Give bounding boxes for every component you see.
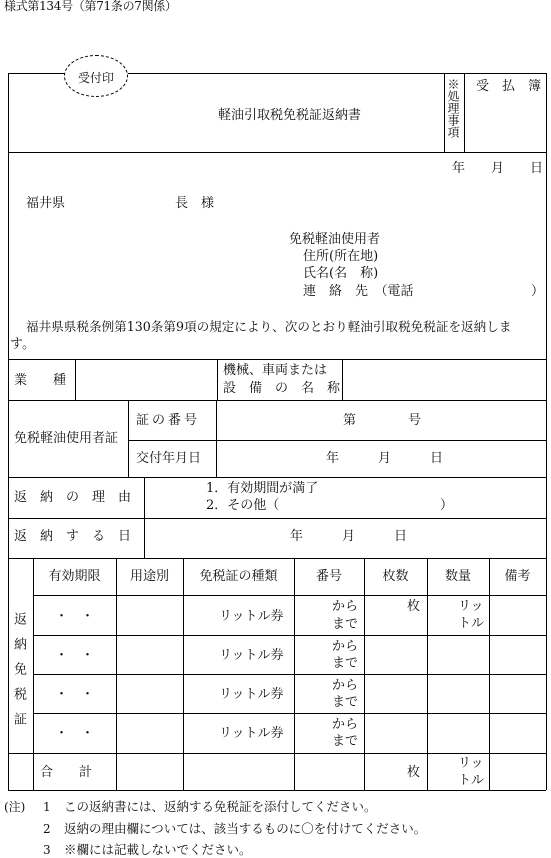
note-number: 1 xyxy=(43,800,51,814)
total-liter-unit-1: リッ xyxy=(458,756,484,771)
date-line: 年 月 日 xyxy=(452,161,544,176)
number-from: から xyxy=(332,639,359,654)
issue-date-label: 交付年月日 xyxy=(136,451,202,466)
column-header: 枚数 xyxy=(382,569,409,584)
number-to: まで xyxy=(332,695,359,710)
expiry-date-dots: ・ ・ xyxy=(54,648,94,663)
certificate-type: リットル券 xyxy=(219,726,284,741)
user-contact-label: 連 絡 先 （電話 xyxy=(303,284,414,299)
column-header: 有効期限 xyxy=(48,569,101,584)
notes-prefix: (注) xyxy=(4,800,26,814)
return-date-label: 返 納 す る 日 xyxy=(14,529,132,544)
return-reason-label: 返 納 の 理 由 xyxy=(14,490,132,505)
certificate-type: リットル券 xyxy=(219,687,284,702)
number-from: から xyxy=(332,599,359,614)
column-header: 用途別 xyxy=(129,569,169,584)
cert-number-value: 第 号 xyxy=(343,413,422,428)
certificate-type: リットル券 xyxy=(219,609,284,624)
liter-unit-1: リッ xyxy=(458,599,484,614)
issue-date-value: 年 月 日 xyxy=(326,451,444,466)
total-liter-unit-2: トル xyxy=(458,773,485,788)
liter-unit-2: トル xyxy=(458,616,485,631)
user-contact-close: ） xyxy=(531,284,545,299)
stamp-label: 受付印 xyxy=(77,71,114,85)
expiry-date-dots: ・ ・ xyxy=(54,726,94,741)
column-header: 免税証の種類 xyxy=(199,569,278,584)
addressee-prefecture: 福井県 xyxy=(26,196,66,211)
processing-label: ※処理事項 xyxy=(446,78,460,138)
returned-certificates-vertical-label: 返納免税証 xyxy=(11,612,26,737)
sheets-unit: 枚 xyxy=(407,599,421,614)
addressee-chief: 長 様 xyxy=(175,196,215,211)
expiry-date-dots: ・ ・ xyxy=(54,609,94,624)
certificate-type: リットル券 xyxy=(219,648,284,663)
reason-option-2-close: ） xyxy=(440,498,454,513)
reason-option-1: 1．有効期間が満了 xyxy=(206,481,319,496)
number-to: まで xyxy=(332,617,359,632)
cert-number-label: 証の番号 xyxy=(136,413,201,428)
statement-line-1: 福井県県税条例第130条第9項の規定により、次のとおり軽油引取税免税証を返納しま xyxy=(26,319,512,334)
column-header: 数量 xyxy=(444,569,471,584)
reason-option-2: 2．その他（ xyxy=(206,498,280,513)
note-text: 返納の理由欄については、該当するものに〇を付けてください。 xyxy=(64,821,427,836)
statement-line-2: す。 xyxy=(10,337,35,352)
note-text: この返納書には、返納する免税証を添付してください。 xyxy=(64,799,377,814)
total-label: 合 計 xyxy=(40,765,93,780)
note-number: 3 xyxy=(43,843,51,857)
machine-label-2: 設 備 の 名 称 xyxy=(223,381,341,396)
number-to: まで xyxy=(332,656,359,671)
expiry-date-dots: ・ ・ xyxy=(54,687,94,702)
note-text: ※欄には記載しないでください。 xyxy=(64,842,252,857)
column-header: 備考 xyxy=(504,569,531,584)
number-to: まで xyxy=(332,734,359,749)
certificate-label: 免税軽油使用者証 xyxy=(14,431,119,446)
user-heading: 免税軽油使用者 xyxy=(289,232,381,247)
industry-label: 業 種 xyxy=(14,373,67,388)
return-date-value: 年 月 日 xyxy=(290,529,408,544)
user-address-label: 住所(所在地) xyxy=(303,249,379,264)
note-number: 2 xyxy=(43,822,51,836)
number-from: から xyxy=(332,717,359,732)
received-stamp-circle xyxy=(64,55,128,97)
column-header: 番号 xyxy=(315,569,342,584)
number-from: から xyxy=(332,678,359,693)
machine-label-1: 機械、車両または xyxy=(223,363,328,378)
form-number: 様式第134号（第71条の7関係） xyxy=(4,0,177,13)
user-name-label: 氏名(名 称) xyxy=(303,266,379,281)
form-title: 軽油引取税免税証返納書 xyxy=(218,108,362,123)
receipt-ledger-label: 受 払 簿 xyxy=(476,79,542,94)
total-sheets-unit: 枚 xyxy=(407,765,421,780)
